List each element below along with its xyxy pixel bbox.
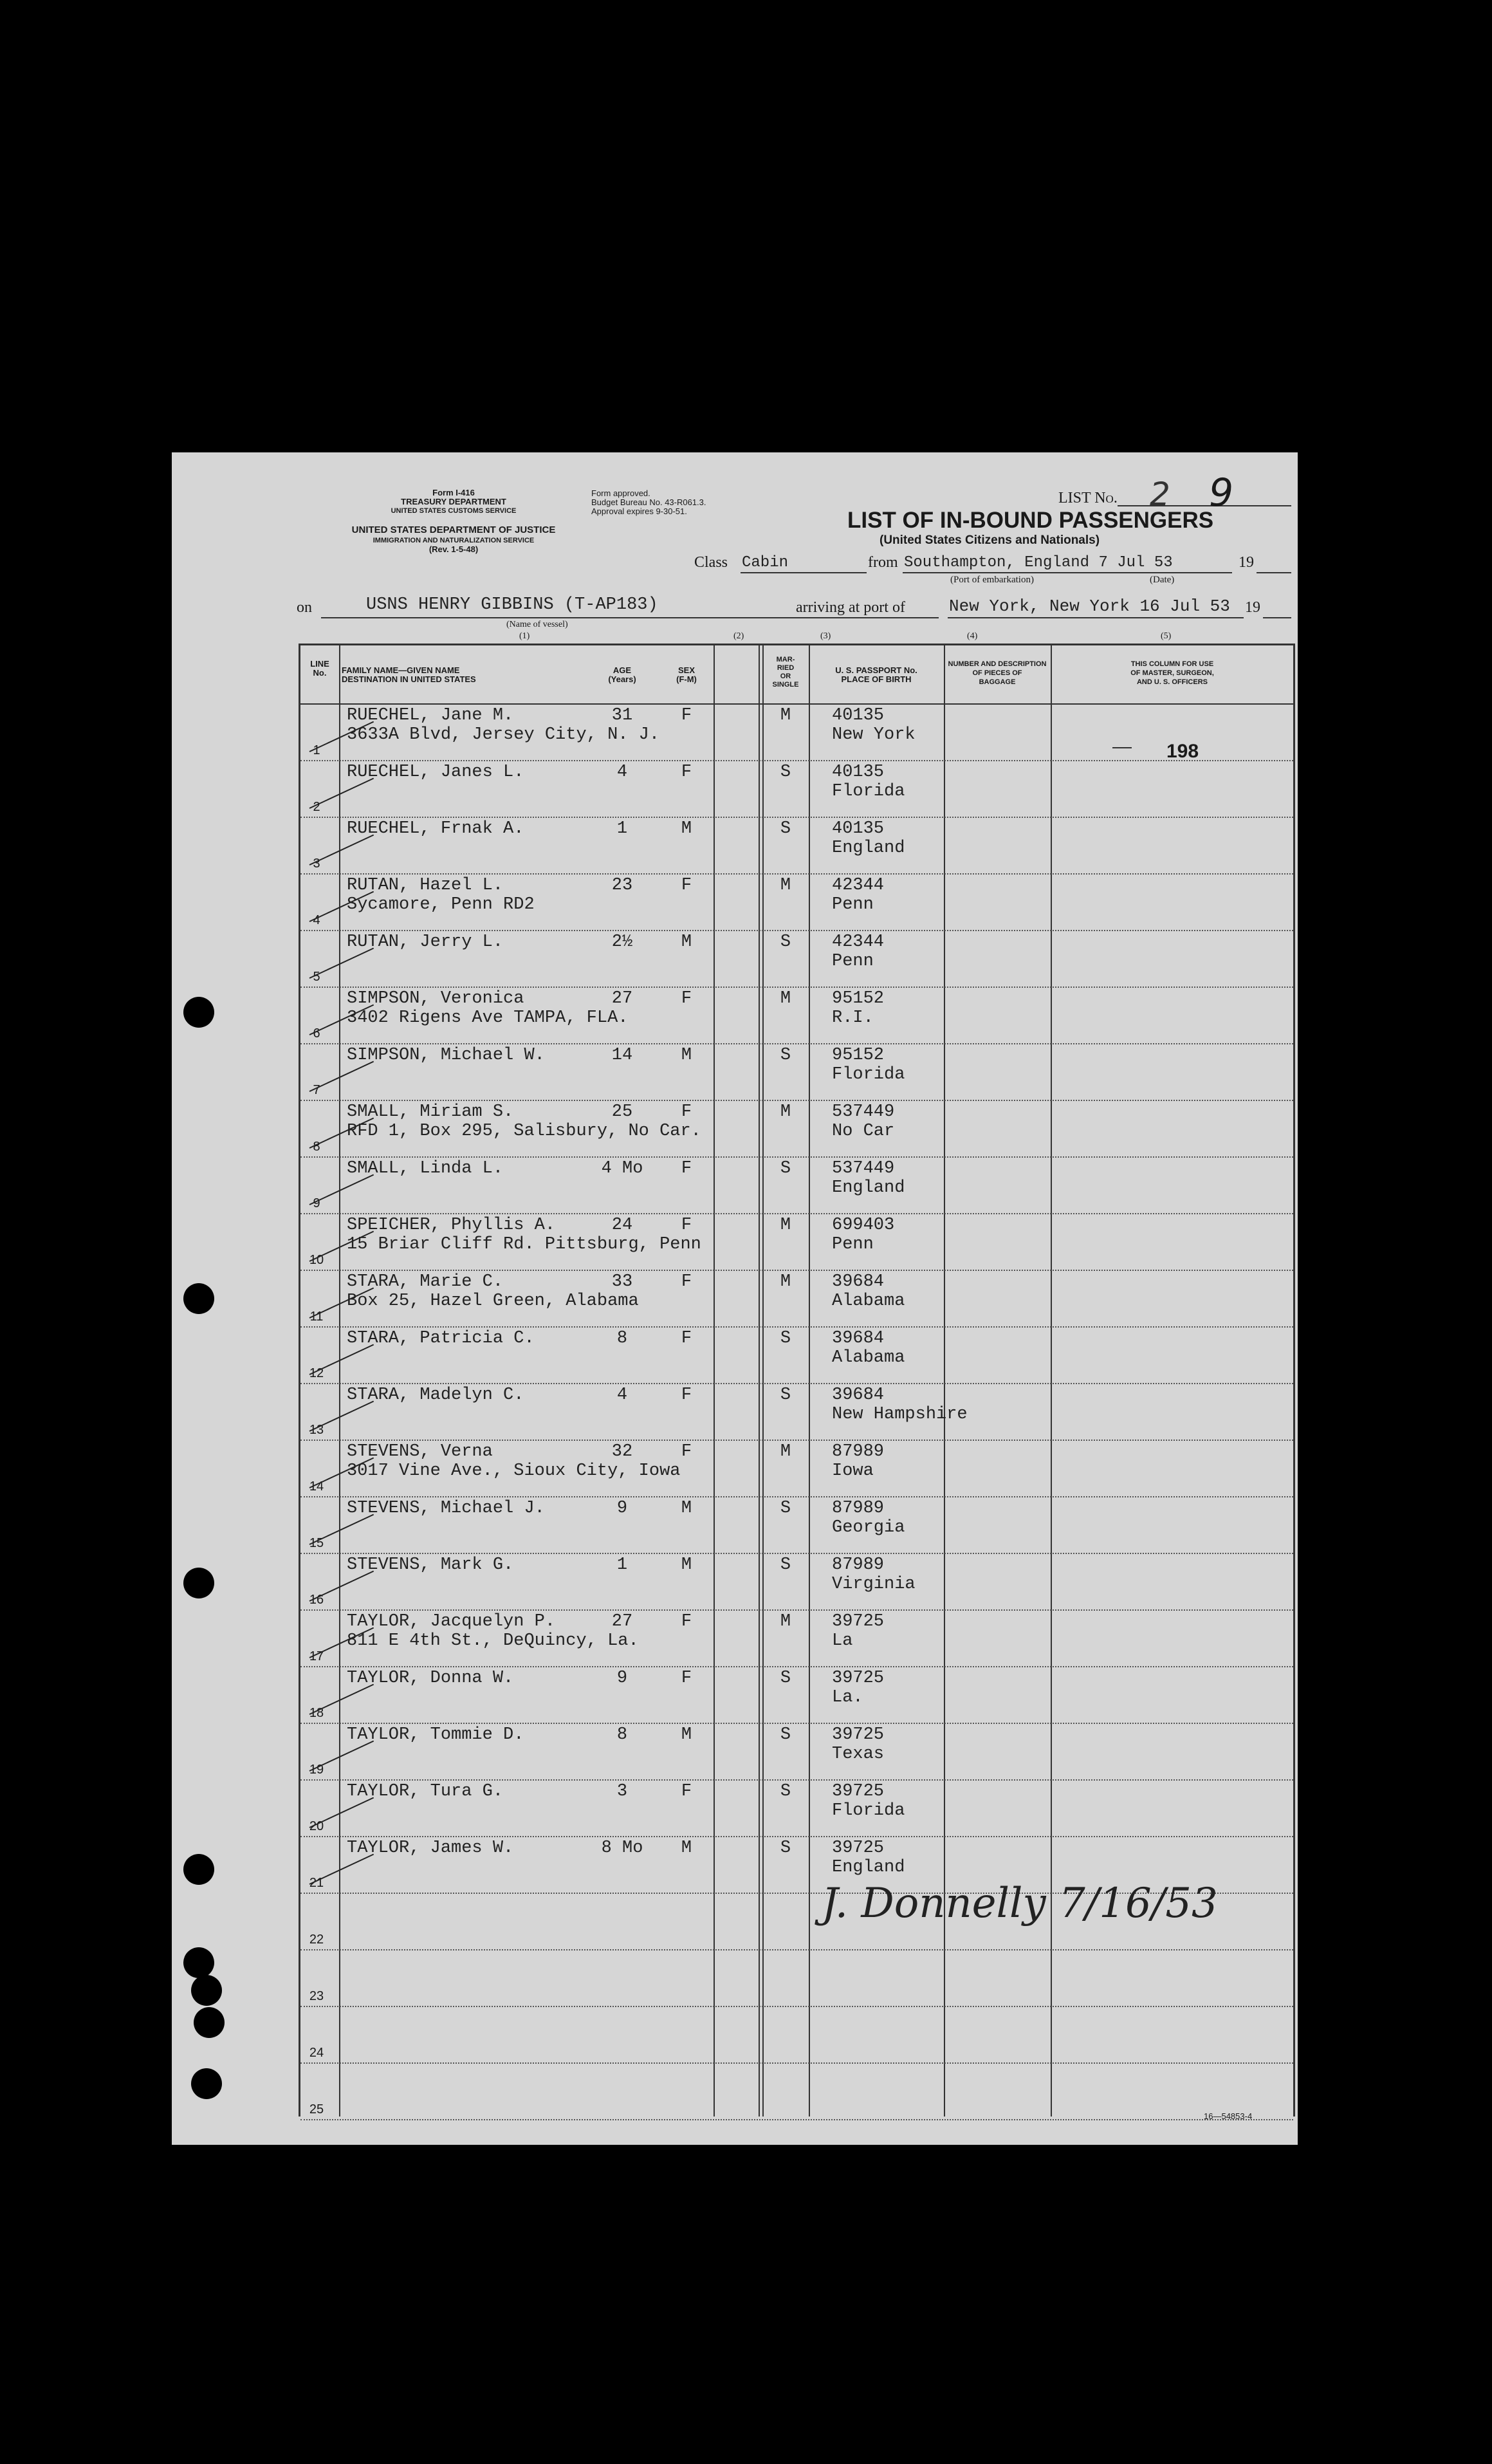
place-of-birth: Alabama <box>832 1348 905 1367</box>
from-label: from <box>868 554 898 571</box>
table-row <box>300 1213 1293 1271</box>
passport-number: 537449 <box>832 1102 895 1122</box>
marital-status: S <box>780 763 791 782</box>
line-number: 15 <box>309 1536 324 1550</box>
passport-number: 39684 <box>832 1385 885 1405</box>
passport-number: 699403 <box>832 1216 895 1235</box>
marital-status: S <box>780 1555 791 1575</box>
sex: M <box>681 819 692 838</box>
column-number-2: (2) <box>733 631 744 641</box>
table-row <box>300 930 1293 988</box>
table-row <box>300 2062 1293 2120</box>
line-number: 5 <box>313 970 320 984</box>
sex: F <box>681 876 692 895</box>
sex: F <box>681 1159 692 1178</box>
passenger-name: STEVENS, Mark G. <box>347 1555 514 1575</box>
list-no-crossed: 2 <box>1150 476 1170 513</box>
age: 8 Mo <box>601 1839 643 1858</box>
table-row <box>300 703 1293 761</box>
check-mark <box>309 1514 374 1545</box>
place-of-birth: Florida <box>832 1065 905 1084</box>
line-number: 9 <box>313 1196 320 1210</box>
place-of-birth: England <box>832 1858 905 1877</box>
destination: Sycamore, Penn RD2 <box>347 895 535 914</box>
check-mark <box>309 835 374 866</box>
marital-status: S <box>780 1725 791 1745</box>
line-number: 12 <box>309 1366 324 1380</box>
age: 27 <box>611 1612 633 1631</box>
age: 27 <box>611 989 633 1008</box>
table-row <box>300 2006 1293 2064</box>
passenger-name: STARA, Madelyn C. <box>347 1385 524 1405</box>
passport-number: 87989 <box>832 1442 885 1461</box>
check-mark <box>309 1061 374 1092</box>
marital-status: M <box>780 1272 791 1292</box>
age: 23 <box>611 876 633 895</box>
passenger-name: SIMPSON, Michael W. <box>347 1046 545 1065</box>
check-mark <box>309 778 374 809</box>
passenger-name: STARA, Marie C. <box>347 1272 504 1292</box>
line-number: 21 <box>309 1876 324 1890</box>
age: 25 <box>611 1102 633 1122</box>
table-row <box>300 873 1293 931</box>
passport-number: 40135 <box>832 819 885 838</box>
destination: 15 Briar Cliff Rd. Pittsburg, Penn <box>347 1235 701 1254</box>
destination: 3633A Blvd, Jersey City, N. J. <box>347 725 660 745</box>
date-caption: (Date) <box>1150 575 1175 585</box>
check-mark <box>309 1684 374 1715</box>
table-row <box>300 1666 1293 1724</box>
age: 1 <box>616 819 628 838</box>
place-of-birth: Georgia <box>832 1518 905 1537</box>
passport-number: 87989 <box>832 1499 885 1518</box>
marital-status: M <box>780 1102 791 1122</box>
sex: F <box>681 1782 692 1801</box>
age: 14 <box>611 1046 633 1065</box>
punch-hole <box>183 1568 214 1598</box>
passenger-name: TAYLOR, James W. <box>347 1839 514 1858</box>
header-married: MAR- RIED OR SINGLE <box>772 656 799 689</box>
header-sex: SEX (F-M) <box>676 665 697 684</box>
passenger-name: SIMPSON, Veronica <box>347 989 524 1008</box>
passenger-name: STEVENS, Verna <box>347 1442 493 1461</box>
year-label-1: 19 <box>1239 554 1254 571</box>
destination: RFD 1, Box 295, Salisbury, No Car. <box>347 1122 701 1141</box>
passport-number: 87989 <box>832 1555 885 1575</box>
line-number: 16 <box>309 1593 324 1607</box>
line-number: 4 <box>313 913 320 927</box>
line-number: 1 <box>313 743 320 757</box>
marital-status: M <box>780 706 791 725</box>
place-of-birth: R.I. <box>832 1008 874 1028</box>
sex: M <box>681 1725 692 1745</box>
header-age: AGE (Years) <box>608 665 636 684</box>
year-line-2 <box>1263 617 1291 618</box>
line-number: 10 <box>309 1253 324 1267</box>
form-number: Form I-416 <box>432 488 475 497</box>
age: 9 <box>616 1669 628 1688</box>
punch-hole <box>191 1975 222 2006</box>
line-number: 14 <box>309 1479 324 1494</box>
destination: 811 E 4th St., DeQuincy, La. <box>347 1631 639 1651</box>
budget-bureau: Budget Bureau No. 43-R061.3. <box>591 497 706 507</box>
table-row <box>300 1043 1293 1101</box>
vessel-line <box>321 617 939 618</box>
sex: F <box>681 1329 692 1348</box>
passenger-manifest-page <box>172 452 1298 2145</box>
form-approved: Form approved. <box>591 488 650 498</box>
punch-hole <box>183 1283 214 1314</box>
passport-number: 95152 <box>832 989 885 1008</box>
passenger-name: RUECHEL, Frnak A. <box>347 819 524 838</box>
passenger-name: SMALL, Miriam S. <box>347 1102 514 1122</box>
passenger-name: RUTAN, Jerry L. <box>347 932 504 952</box>
passport-number: 39725 <box>832 1612 885 1631</box>
marital-status: S <box>780 1385 791 1405</box>
passport-number: 40135 <box>832 706 885 725</box>
age: 8 <box>616 1329 628 1348</box>
table-row <box>300 1723 1293 1781</box>
passport-number: 42344 <box>832 876 885 895</box>
column-number-5: (5) <box>1161 631 1172 641</box>
marital-status: M <box>780 1612 791 1631</box>
marital-status: M <box>780 876 791 895</box>
punch-hole <box>183 1947 214 1978</box>
age: 33 <box>611 1272 633 1292</box>
manifest-title: LIST OF IN-BOUND PASSENGERS <box>847 508 1214 533</box>
sex: M <box>681 1046 692 1065</box>
check-mark <box>309 1174 374 1205</box>
check-mark <box>309 1854 374 1885</box>
passport-number: 42344 <box>832 932 885 952</box>
age: 2½ <box>611 932 633 952</box>
marital-status: M <box>780 989 791 1008</box>
table-row <box>300 1440 1293 1497</box>
passenger-name: RUTAN, Hazel L. <box>347 876 504 895</box>
marital-status: S <box>780 819 791 838</box>
passport-number: 40135 <box>832 763 885 782</box>
column-number-3: (3) <box>820 631 831 641</box>
table-row <box>300 1156 1293 1214</box>
place-of-birth: La. <box>832 1688 863 1707</box>
table-row <box>300 1553 1293 1611</box>
header-officers: THIS COLUMN FOR USE OF MASTER, SURGEON, AND U. S. OFFICERS <box>1130 660 1214 686</box>
revision: (Rev. 1-5-48) <box>428 544 479 554</box>
age: 31 <box>611 706 633 725</box>
line-number: 11 <box>309 1310 324 1324</box>
table-row <box>300 1383 1293 1441</box>
list-no-line <box>1118 505 1291 506</box>
sex: F <box>681 1669 692 1688</box>
manifest-subtitle: (United States Citizens and Nationals) <box>880 533 1100 547</box>
on-label: on <box>297 599 312 616</box>
line-number: 17 <box>309 1649 324 1663</box>
place-of-birth: Florida <box>832 782 905 801</box>
column-number-1: (1) <box>519 631 530 641</box>
place-of-birth: Florida <box>832 1801 905 1820</box>
table-row <box>300 1496 1293 1554</box>
passport-number: 39684 <box>832 1272 885 1292</box>
line-number: 19 <box>309 1763 324 1777</box>
table-row <box>300 817 1293 875</box>
sex: F <box>681 763 692 782</box>
year-label-2: 19 <box>1245 599 1260 616</box>
immigration-service: IMMIGRATION AND NATURALIZATION SERVICE <box>373 537 535 544</box>
marital-status: S <box>780 1046 791 1065</box>
check-mark <box>309 1797 374 1828</box>
passport-number: 39725 <box>832 1669 885 1688</box>
year-line-1 <box>1257 572 1291 573</box>
sex: F <box>681 706 692 725</box>
marital-status: S <box>780 1159 791 1178</box>
passenger-name: SPEICHER, Phyllis A. <box>347 1216 556 1235</box>
place-of-birth: Penn <box>832 895 874 914</box>
passport-number: 39684 <box>832 1329 885 1348</box>
marital-status: M <box>780 1216 791 1235</box>
line-number: 2 <box>313 800 320 814</box>
from-value: Southampton, England 7 Jul 53 <box>904 554 1173 571</box>
sex: F <box>681 1385 692 1405</box>
approval-expires: Approval expires 9-30-51. <box>591 506 687 516</box>
passport-number: 39725 <box>832 1725 885 1745</box>
check-mark <box>309 1344 374 1375</box>
arriving-label: arriving at port of <box>796 599 905 616</box>
place-of-birth: Iowa <box>832 1461 874 1481</box>
destination: 3402 Rigens Ave TAMPA, FLA. <box>347 1008 629 1028</box>
marital-status: S <box>780 1329 791 1348</box>
place-of-birth: Penn <box>832 1235 874 1254</box>
table-row <box>300 1100 1293 1158</box>
age: 1 <box>616 1555 628 1575</box>
line-number: 20 <box>309 1819 324 1833</box>
age: 9 <box>616 1499 628 1518</box>
officer-note: 198 <box>1166 741 1199 762</box>
destination: Box 25, Hazel Green, Alabama <box>347 1292 639 1311</box>
marital-status: S <box>780 932 791 952</box>
vessel-caption: (Name of vessel) <box>506 620 568 629</box>
destination: 3017 Vine Ave., Sioux City, Iowa <box>347 1461 681 1481</box>
line-number: 7 <box>313 1083 320 1097</box>
place-of-birth: No Car <box>832 1122 895 1141</box>
sex: F <box>681 1216 692 1235</box>
place-of-birth: New Hampshire <box>832 1405 968 1424</box>
table-row <box>300 1326 1293 1384</box>
header-line-no: LINE No. <box>310 659 329 678</box>
line-number: 24 <box>309 2046 324 2060</box>
marital-status: S <box>780 1669 791 1688</box>
from-line <box>903 572 1232 573</box>
sex: F <box>681 1612 692 1631</box>
table-row <box>300 760 1293 818</box>
marital-status: M <box>780 1442 791 1461</box>
sex: F <box>681 1102 692 1122</box>
sex: M <box>681 1555 692 1575</box>
punch-hole <box>194 2007 225 2038</box>
passport-number: 39725 <box>832 1782 885 1801</box>
footer-code: 16—54853-4 <box>1204 2111 1253 2121</box>
age: 4 <box>616 763 628 782</box>
sex: M <box>681 1499 692 1518</box>
age: 4 Mo <box>601 1159 643 1178</box>
column-number-4: (4) <box>967 631 978 641</box>
check-mark <box>309 1571 374 1602</box>
passenger-name: TAYLOR, Tura G. <box>347 1782 504 1801</box>
vessel-name: USNS HENRY GIBBINS (T-AP183) <box>366 595 658 615</box>
class-line <box>741 572 867 573</box>
passport-number: 95152 <box>832 1046 885 1065</box>
age: 8 <box>616 1725 628 1745</box>
place-of-birth: Alabama <box>832 1292 905 1311</box>
punch-hole <box>183 1854 214 1885</box>
passenger-name: SMALL, Linda L. <box>347 1159 504 1178</box>
treasury-dept: TREASURY DEPARTMENT <box>401 497 506 506</box>
age: 3 <box>616 1782 628 1801</box>
marital-status: S <box>780 1782 791 1801</box>
place-of-birth: Virginia <box>832 1575 916 1594</box>
port-embarkation-caption: (Port of embarkation) <box>950 575 1034 585</box>
passenger-name: TAYLOR, Donna W. <box>347 1669 514 1688</box>
officer-dash <box>1112 747 1132 748</box>
marital-status: S <box>780 1839 791 1858</box>
passenger-name: RUECHEL, Janes L. <box>347 763 524 782</box>
passenger-name: STEVENS, Michael J. <box>347 1499 545 1518</box>
customs-service: UNITED STATES CUSTOMS SERVICE <box>391 507 517 515</box>
marital-status: S <box>780 1499 791 1518</box>
class-label: Class <box>694 554 728 571</box>
table-row <box>300 1779 1293 1837</box>
line-number: 23 <box>309 1989 324 2003</box>
line-number: 18 <box>309 1706 324 1720</box>
line-number: 22 <box>309 1932 324 1947</box>
place-of-birth: New York <box>832 725 916 745</box>
sex: F <box>681 1272 692 1292</box>
table-row <box>300 1609 1293 1667</box>
line-number: 13 <box>309 1423 324 1437</box>
check-mark <box>309 1401 374 1432</box>
list-no-label: LIST No. <box>1058 490 1118 506</box>
age: 24 <box>611 1216 633 1235</box>
header-baggage: NUMBER AND DESCRIPTION OF PIECES OF BAGGAGE <box>948 660 1047 686</box>
check-mark <box>309 948 374 979</box>
table-row <box>300 1949 1293 2007</box>
class-value: Cabin <box>742 554 789 571</box>
passenger-name: STARA, Patricia C. <box>347 1329 535 1348</box>
line-number: 3 <box>313 857 320 871</box>
punch-hole <box>183 997 214 1028</box>
sex: M <box>681 932 692 952</box>
header-name: FAMILY NAME—GIVEN NAME DESTINATION IN UNITED STATES <box>342 665 476 684</box>
list-no-value: 9 <box>1209 470 1234 515</box>
passenger-table <box>299 644 1295 2117</box>
passenger-name: RUECHEL, Jane M. <box>347 706 514 725</box>
passport-number: 39725 <box>832 1839 885 1858</box>
place-of-birth: England <box>832 838 905 858</box>
passenger-name: TAYLOR, Tommie D. <box>347 1725 524 1745</box>
line-number: 8 <box>313 1140 320 1154</box>
passport-number: 537449 <box>832 1159 895 1178</box>
sex: F <box>681 1442 692 1461</box>
sex: F <box>681 989 692 1008</box>
arrival-line <box>948 617 1244 618</box>
inspector-signature: J. Donnelly 7/16/53 <box>822 1880 1218 1927</box>
age: 32 <box>611 1442 633 1461</box>
arrival-value: New York, New York 16 Jul 53 <box>949 597 1230 616</box>
sex: M <box>681 1839 692 1858</box>
age: 4 <box>616 1385 628 1405</box>
line-number: 6 <box>313 1026 320 1041</box>
header-passport: U. S. PASSPORT No. PLACE OF BIRTH <box>835 665 917 684</box>
place-of-birth: England <box>832 1178 905 1198</box>
place-of-birth: Texas <box>832 1745 885 1764</box>
passenger-name: TAYLOR, Jacquelyn P. <box>347 1612 556 1631</box>
table-row <box>300 987 1293 1044</box>
check-mark <box>309 1741 374 1772</box>
table-row <box>300 1270 1293 1328</box>
punch-hole <box>191 2068 222 2099</box>
place-of-birth: Penn <box>832 952 874 971</box>
line-number: 25 <box>309 2102 324 2117</box>
place-of-birth: La <box>832 1631 853 1651</box>
justice-dept: UNITED STATES DEPARTMENT OF JUSTICE <box>351 524 556 535</box>
